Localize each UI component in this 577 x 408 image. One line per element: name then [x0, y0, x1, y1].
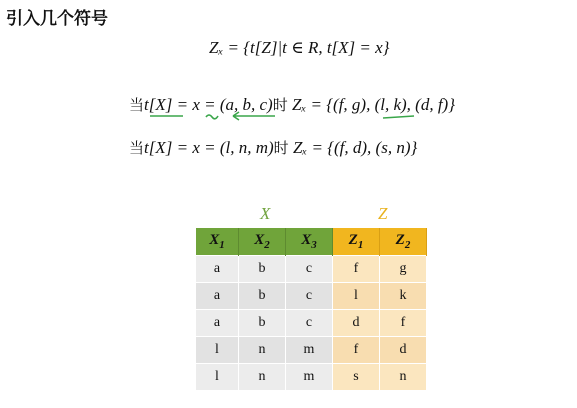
group-label-z: Z: [378, 204, 388, 223]
table-row: [196, 256, 427, 283]
table-header-row: [196, 228, 427, 256]
slide-title: 引入几个符号: [6, 9, 108, 29]
case2-result: Zₓ = {(f, d), (s, n)}: [292, 138, 418, 157]
underline-x-mark: [206, 115, 218, 119]
table-cell: d: [333, 310, 380, 337]
table-row: [196, 337, 427, 364]
table-cell: s: [333, 364, 380, 391]
table-cell: n: [239, 364, 286, 391]
table-row: [196, 283, 427, 310]
header-z1: $Z_1$: [333, 228, 380, 256]
table-cell: m: [286, 337, 333, 364]
table-cell: c: [286, 256, 333, 283]
table-cell: l: [196, 337, 239, 364]
table-cell: f: [333, 337, 380, 364]
table-cell: g: [380, 256, 427, 283]
table-cell: f: [380, 310, 427, 337]
table-cell: n: [239, 337, 286, 364]
group-label-x: X: [260, 204, 271, 223]
case1-result: Zₓ = {(f, g), (l, k), (d, f)}: [291, 95, 456, 114]
case2-formula: [129, 137, 417, 158]
table-cell: l: [196, 364, 239, 391]
table-row: [196, 364, 427, 391]
table-cell: a: [196, 310, 239, 337]
table-cell: b: [239, 256, 286, 283]
header-x3: $X_3$: [286, 228, 333, 256]
relation-table: [196, 228, 427, 390]
table-cell: c: [286, 283, 333, 310]
table-row: [196, 310, 427, 337]
header-z2: $Z_2$: [380, 228, 427, 256]
underline-fg: [383, 116, 414, 118]
table-cell: n: [380, 364, 427, 391]
table-cell: m: [286, 364, 333, 391]
table-cell: b: [239, 283, 286, 310]
case1-time: 时: [272, 96, 288, 114]
case1-formula: [129, 94, 455, 115]
table-cell: l: [333, 283, 380, 310]
definition-formula: Zₓ = {t[Z]|t ∈ R, t[X] = x}: [209, 38, 390, 57]
case2-condition: t[X] = x = (l, n, m): [144, 138, 274, 157]
case2-prefix: 当: [129, 139, 145, 157]
header-x1: $X_1$: [196, 228, 239, 256]
table-cell: k: [380, 283, 427, 310]
case2-time: 时: [273, 139, 289, 157]
table-cell: d: [380, 337, 427, 364]
table-cell: b: [239, 310, 286, 337]
case1-prefix: 当: [129, 96, 145, 114]
table-cell: c: [286, 310, 333, 337]
case1-condition: t[X] = x = (a, b, c): [144, 95, 273, 114]
header-x2: $X_2$: [239, 228, 286, 256]
table-cell: a: [196, 283, 239, 310]
table-cell: f: [333, 256, 380, 283]
table-cell: a: [196, 256, 239, 283]
